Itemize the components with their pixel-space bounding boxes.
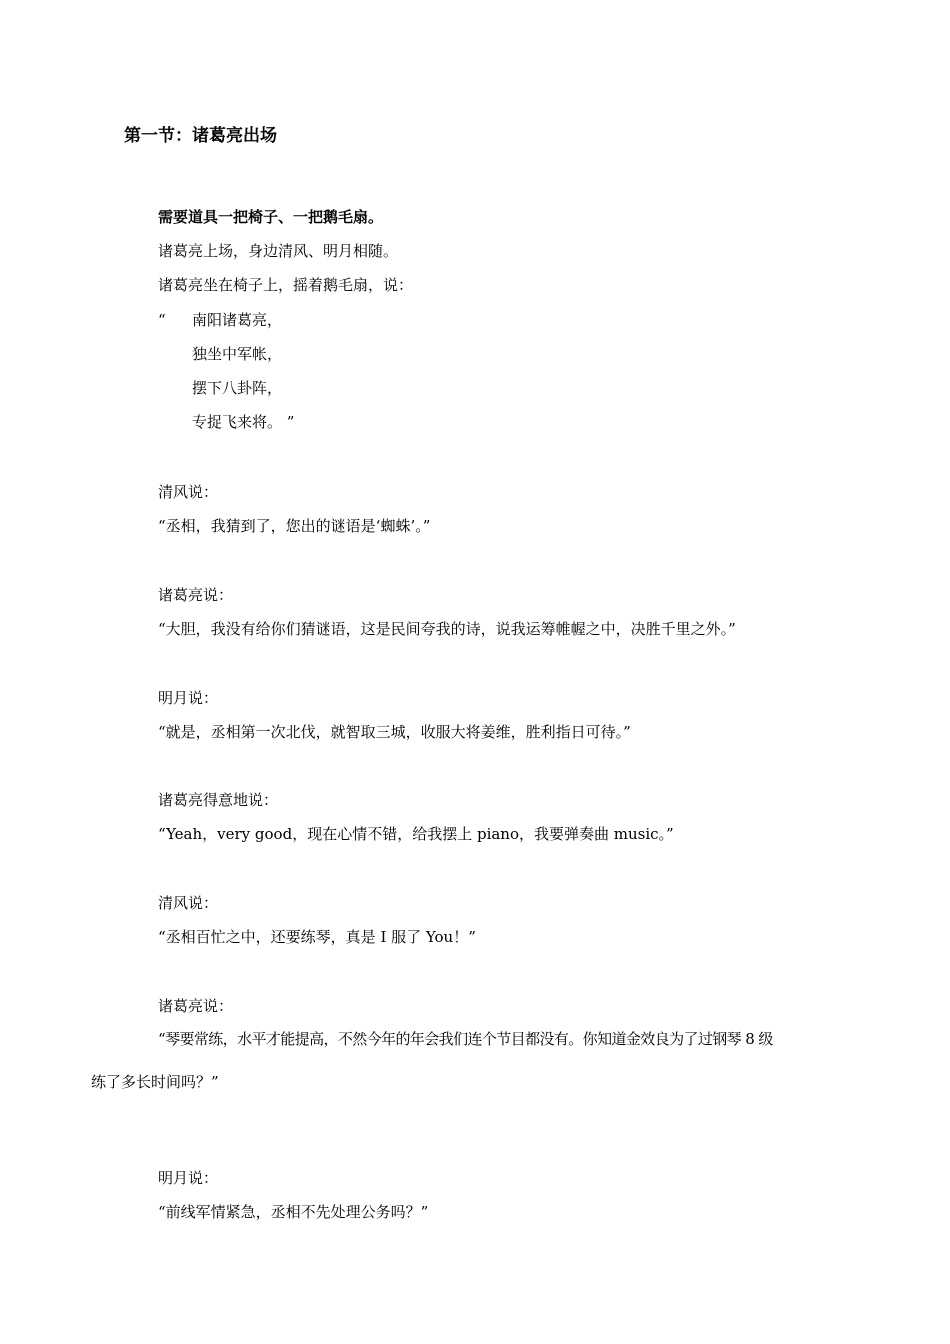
dialogue-line-continued: 练了多长时间吗？” [91,1073,219,1091]
dialogue-line: “大胆，我没有给你们猜谜语，这是民间夸我的诗，说我运筹帷幄之中，决胜千里之外。” [158,620,736,638]
poem-open-quote: “ [158,311,166,329]
section-title: 第一节：诸葛亮出场 [124,126,277,146]
dialogue-line: “丞相百忙之中，还要练琴，真是 I 服了 You！” [158,928,476,946]
poem-line: 南阳诸葛亮， [192,311,283,329]
speaker-label: 诸葛亮说： [158,997,234,1015]
speaker-label: 诸葛亮说： [158,586,234,604]
poem-line: 专捉飞来将。 ” [192,413,295,431]
poem-line: 摆下八卦阵， [192,379,283,397]
dialogue-line: “前线军情紧急，丞相不先处理公务吗？” [158,1203,429,1221]
dialogue-line: “丞相，我猜到了，您出的谜语是‘蜘蛛’。” [158,517,431,535]
stage-direction-sitting: 诸葛亮坐在椅子上，摇着鹅毛扇，说： [158,276,414,294]
props-note: 需要道具一把椅子、一把鹅毛扇。 [158,208,384,226]
speaker-label: 明月说： [158,689,219,707]
poem-line: 独坐中军帐， [192,345,283,363]
speaker-label: 明月说： [158,1169,219,1187]
dialogue-line: “就是，丞相第一次北伐，就智取三城，收服大将姜维，胜利指日可待。” [158,723,631,741]
stage-direction-entrance: 诸葛亮上场，身边清风、明月相随。 [158,242,399,260]
dialogue-line: “Yeah，very good，现在心情不错，给我摆上 piano，我要弹奏曲 music。” [158,825,674,843]
speaker-label: 诸葛亮得意地说： [158,791,279,809]
dialogue-line: “琴要常练，水平才能提高，不然今年的年会我们连个节目都没有。你知道金效良为了过钢琴 8 级 [158,1030,773,1048]
speaker-label: 清风说： [158,483,219,501]
speaker-label: 清风说： [158,894,219,912]
